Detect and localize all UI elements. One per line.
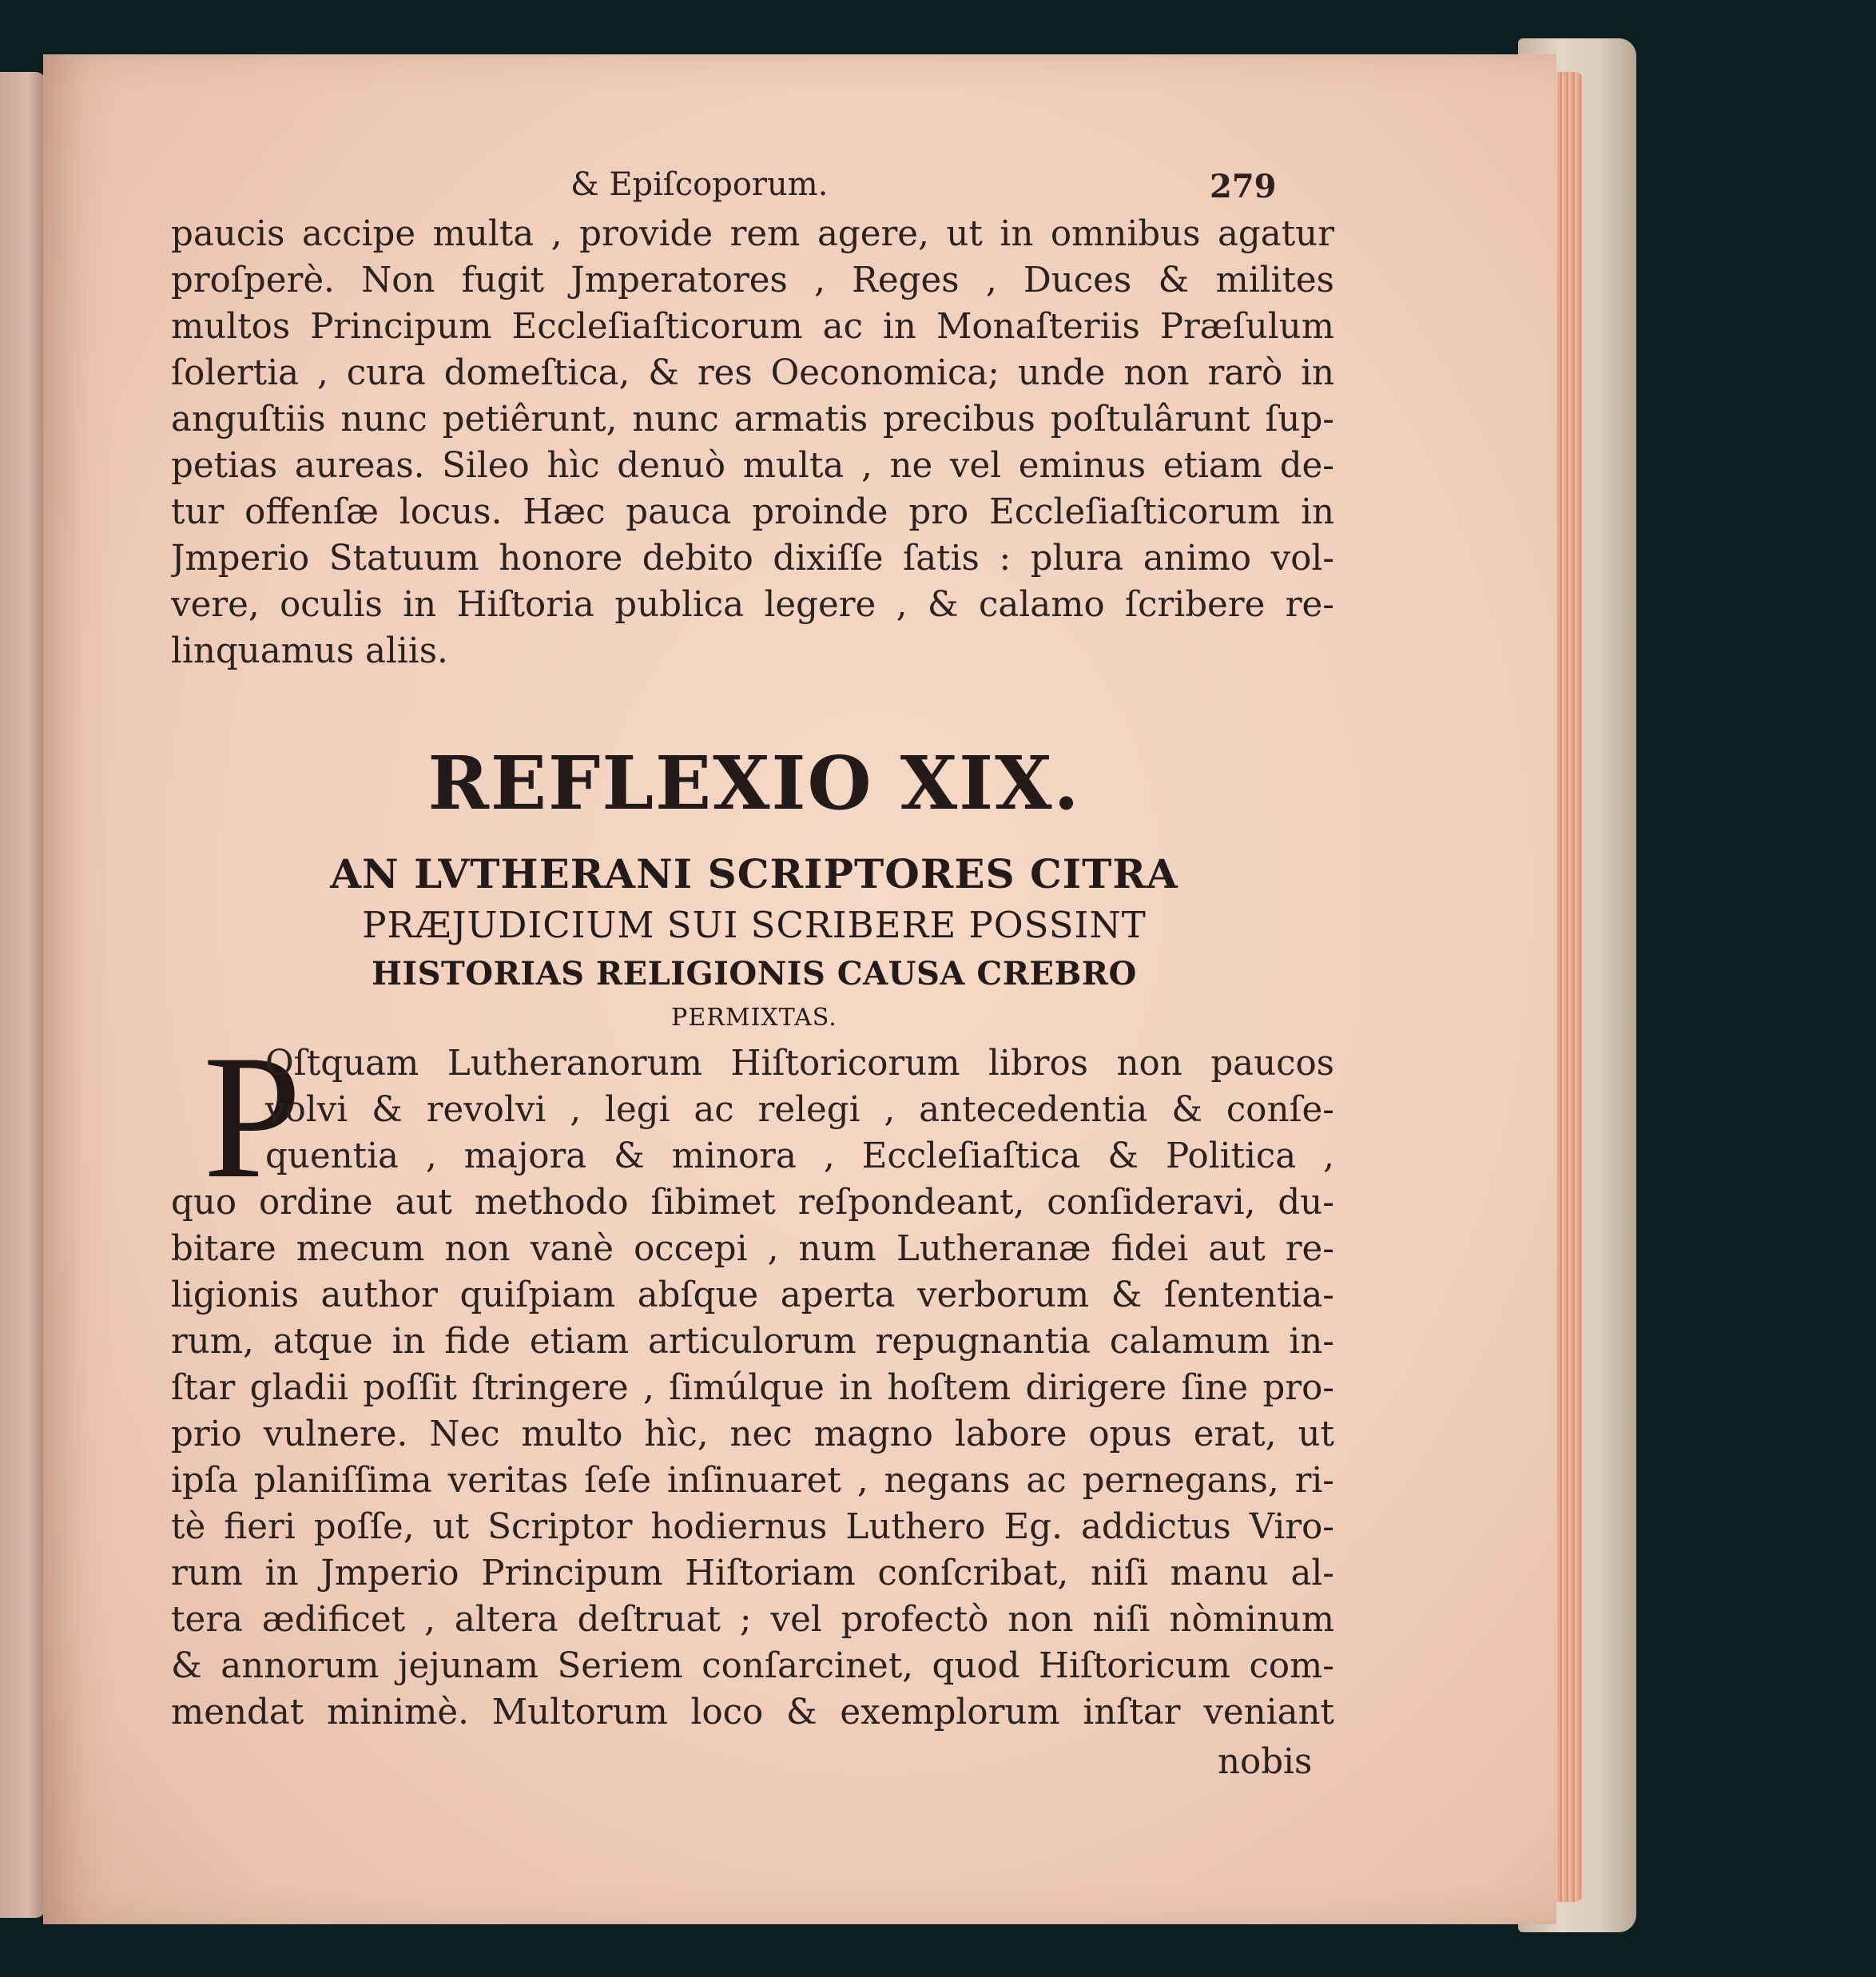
drop-cap: P	[203, 1019, 302, 1215]
text-line: bitare mecum non vanè occepi , num Lutheranæ fidei aut re-	[171, 1229, 1334, 1269]
top-paragraph	[171, 211, 1334, 674]
text-line: vere, oculis in Hiſtoria publica legere , & calamo ſcribere re-	[171, 585, 1334, 625]
text-line: tera ædificet , altera deſtruat ; vel profectò non niſi nòminum	[171, 1600, 1334, 1640]
text-line: anguſtiis nunc petiêrunt, nunc armatis precibus poſtulârunt ſup-	[171, 400, 1334, 440]
text-line: multos Principum Eccleſiaſticorum ac in Monaſteriis Præſulum	[171, 307, 1334, 347]
text-line: linquamus aliis.	[171, 631, 448, 671]
text-line: ſtar gladii poſſit ſtringere , ſimúlque in hoſtem dirigere ſine pro-	[171, 1368, 1334, 1408]
book-page	[43, 54, 1556, 1924]
chapter-subtitle-line-3: HISTORIAS RELIGIONIS CAUSA CREBRO	[372, 955, 1137, 992]
text-line: proſperè. Non fugit Jmperatores , Reges , Duces & milites	[171, 261, 1334, 300]
text-line: prio vulnere. Nec multo hìc, nec magno labore opus erat, ut	[171, 1414, 1334, 1454]
chapter-subtitle-line-1: AN LVTHERANI SCRIPTORES CITRA	[330, 850, 1178, 897]
chapter-heading: REFLEXIO XIX.	[427, 740, 1081, 826]
text-line: & annorum jejunam Seriem conſarcinet, quod Hiſtoricum com-	[171, 1646, 1334, 1686]
text-line: mendat minimè. Multorum loco & exemplorum inſtar veniant	[171, 1693, 1334, 1732]
text-line: ipſa planiſſima veritas ſeſe inſinuaret , negans ac pernegans, ri-	[171, 1461, 1334, 1501]
text-line: quentia , majora & minora , Eccleſiaſtica & Politica ,	[265, 1136, 1334, 1176]
chapter-subtitle-line-2: PRÆJUDICIUM SUI SCRIBERE POSSINT	[362, 904, 1147, 946]
text-line: ſolertia , cura domeſtica, & res Oeconomica; unde non rarò in	[171, 353, 1334, 393]
chapter-subtitle-line-4: PERMIXTAS.	[671, 1004, 837, 1032]
text-line: rum, atque in fide etiam articulorum repugnantia calamum in-	[171, 1322, 1334, 1362]
text-line: tur offenſæ locus. Hæc pauca proinde pro Eccleſiaſticorum in	[171, 492, 1334, 532]
text-line: Oſtquam Lutheranorum Hiſtoricorum libros non paucos	[265, 1044, 1334, 1084]
page-number: 279	[1210, 168, 1277, 205]
text-line: tè fieri poſſe, ut Scriptor hodiernus Luthero Eg. addictus Viro-	[171, 1507, 1334, 1547]
running-head-title: & Epiſcoporum.	[570, 166, 829, 203]
text-line: volvi & revolvi , legi ac relegi , antecedentia & conſe-	[265, 1090, 1334, 1130]
text-line: quo ordine aut methodo ſibimet reſpondeant, conſideravi, du-	[171, 1183, 1334, 1223]
body-paragraph	[171, 1040, 1334, 1736]
text-line: rum in Jmperio Principum Hiſtoriam conſcribat, niſi manu al-	[171, 1553, 1334, 1593]
text-line: ligionis author quiſpiam abſque aperta verborum & ſententia-	[171, 1275, 1334, 1315]
text-line: petias aureas. Sileo hìc denuò multa , ne vel eminus etiam de-	[171, 446, 1334, 486]
previous-page-edge	[0, 72, 46, 1918]
text-line: Jmperio Statuum honore debito dixiſſe ſatis : plura animo vol-	[171, 539, 1334, 579]
catchword: nobis	[1218, 1742, 1313, 1782]
text-line: paucis accipe multa , provide rem agere, ut in omnibus agatur	[171, 214, 1334, 254]
